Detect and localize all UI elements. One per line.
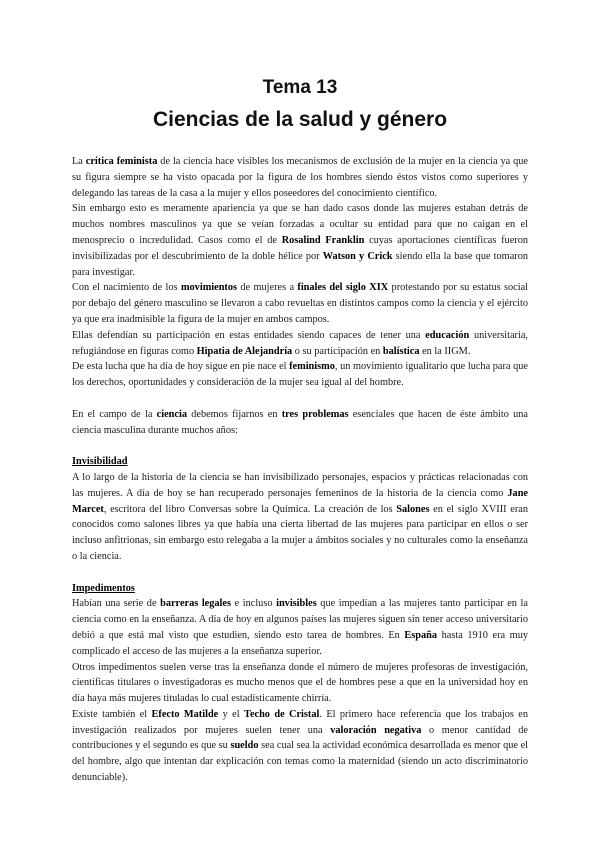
document-subtitle: Ciencias de la salud y género: [152, 108, 448, 131]
bold-term: España: [404, 629, 438, 641]
body-paragraph: [72, 280, 528, 327]
paragraph-text: que impedían a las mujeres tanto participar en la ciencia como en la enseñanza. A día de hoy en algunos países las mujeres siguen sin tener acceso universitario debió a que está mal visto que estudien, siendo esto tarea de hombres. En: [72, 598, 528, 641]
paragraph-text: en el siglo XVIII eran conocidos como salones libres ya que había una cierta libertad de las mujeres para participar en ellos o ser incluso anfitrionas, sin embargo esto relegaba a la mujer a ámbitos sociales y no culturales como la enseñanza o la ciencia.: [72, 503, 528, 562]
body-paragraph: [72, 201, 528, 280]
paragraph-text: o su participación en: [292, 345, 383, 357]
paragraph-text: , un movimiento igualitario que lucha para que los derechos, oportunidades y consideración de la mujer sea igual al del hombre.: [72, 361, 528, 389]
paragraph-text: Existe también el: [72, 708, 152, 720]
paragraph-text: cuyas aportaciones científicas fueron invisibilizadas por el descubrimiento de la doble hélice por: [72, 234, 528, 262]
paragraph-text: protestando por su estatus social por debajo del género masculino se llevaron a cabo revueltas en distintos campos como la ciencia y el ejército ya que era inadmisible la figura de la mujer en ambos campos.: [72, 282, 529, 325]
bold-term: Watson y Crick: [322, 250, 393, 262]
bold-term: Rosalind Franklin: [281, 234, 365, 246]
bold-term: feminismo: [289, 361, 335, 373]
bold-term: barreras legales: [160, 598, 231, 610]
bold-term: ciencia: [156, 408, 187, 420]
paragraph-text: A lo largo de la historia de la ciencia se han invisibilizado personajes, espacios y prácticas relacionadas con las mujeres. A día de hoy se han recuperado personajes femeninos de la historia de la ciencia como: [72, 471, 528, 499]
section-heading: [72, 454, 528, 470]
body-paragraph: [72, 660, 528, 707]
paragraph-text: e incluso: [231, 598, 277, 610]
bold-term: educación: [425, 329, 470, 341]
body-paragraph: [72, 154, 528, 201]
paragraph-gap: [72, 391, 528, 407]
bold-term: Hipatia de Alejandría: [196, 345, 293, 357]
section-heading-text: Impedimentos: [72, 582, 135, 594]
paragraph-text: hasta 1910 era muy complicado el acceso de las mujeres a la enseñanza superior.: [72, 629, 528, 657]
paragraph-text: de mujeres a: [237, 282, 298, 294]
paragraph-text: La: [72, 156, 86, 167]
document-title: Tema 13: [262, 77, 338, 98]
bold-term: Jane Marcet: [72, 487, 528, 515]
paragraph-text: y el: [218, 708, 245, 720]
paragraph-text: Habían una serie de: [72, 598, 161, 610]
paragraph-text: siendo ella la base que tomaron para investigar.: [72, 250, 528, 278]
body-paragraph: [72, 407, 528, 439]
bold-term: crítica feminista: [85, 156, 158, 167]
paragraph-gap: [72, 438, 528, 454]
body-paragraph: [72, 470, 528, 565]
document-body: [72, 154, 528, 786]
body-paragraph: [72, 707, 528, 786]
paragraph-text: de la ciencia hace visibles los mecanismos de exclusión de la mujer en la ciencia ya que su figura siempre se ha visto opacada por la figura de los hombres siendo éstos vistos como superiores y delegando las tareas de la casa a la mujer y ellos poseedores del conocimiento científico.: [72, 156, 528, 199]
bold-term: movimientos: [180, 282, 238, 294]
paragraph-text: esenciales que hacen de éste ámbito una ciencia masculina durante muchos años:: [72, 408, 528, 436]
section-heading: [72, 581, 528, 597]
bold-term: invisibles: [276, 598, 317, 610]
paragraph-text: Otros impedimentos suelen verse tras la enseñanza donde el número de mujeres profesoras de investigación, científicas titulares o investigadoras es mucho menos que el de hombres pese a que en la universidad hoy en día haya más mujeres tituladas lo cual estadísticamente chirría.: [72, 661, 528, 705]
paragraph-text: sea cual sea la actividad económica desarrollada es menor que el del hombre, algo que intentan dar explicación con temas como la maternidad (siendo un acto discriminatorio denunciable).: [72, 740, 528, 784]
paragraph-gap: [72, 565, 528, 581]
paragraph-text: , escritora del libro Conversas sobre la Química. La creación de los: [103, 503, 397, 515]
bold-term: sueldo: [230, 740, 259, 752]
paragraph-text: o menor cantidad de contribuciones y el segundo es que su: [72, 724, 528, 752]
paragraph-text: Ellas defendían su participación en estas entidades siendo capaces de tener una: [72, 329, 426, 341]
bold-term: finales del siglo XIX: [297, 282, 389, 294]
body-paragraph: [72, 596, 528, 659]
paragraph-text: En el campo de la: [72, 408, 157, 420]
body-paragraph: [72, 359, 528, 391]
paragraph-text: De esta lucha que ha día de hoy sigue en pie nace el: [72, 361, 290, 373]
paragraph-text: Sin embargo esto es meramente apariencia ya que se han dado casos donde las mujeres estaban detrás de muchos nombres masculinos ya que se veían forzadas a ocultar su entidad para que no caigan en el menosprecio o incredulidad. Casos como el de: [72, 203, 528, 246]
paragraph-text: Con el nacimiento de los: [72, 282, 181, 294]
paragraph-text: debemos fijarnos en: [186, 408, 282, 420]
paragraph-text: universitaria, refugiándose en figuras como: [72, 329, 528, 357]
bold-term: Salones: [396, 503, 430, 515]
bold-term: valoración negativa: [330, 724, 422, 736]
bold-term: Techo de Cristal: [244, 708, 320, 720]
body-paragraph: [72, 328, 528, 360]
bold-term: balística: [382, 345, 420, 357]
bold-term: Efecto Matilde: [151, 708, 219, 720]
section-heading-text: Invisibilidad: [72, 456, 128, 468]
paragraph-text: en la IIGM.: [419, 345, 471, 357]
paragraph-text: . El primero hace referencia que los trabajos en investigación realizados por mujeres suelen tener una: [72, 708, 529, 736]
bold-term: tres problemas: [281, 408, 349, 420]
